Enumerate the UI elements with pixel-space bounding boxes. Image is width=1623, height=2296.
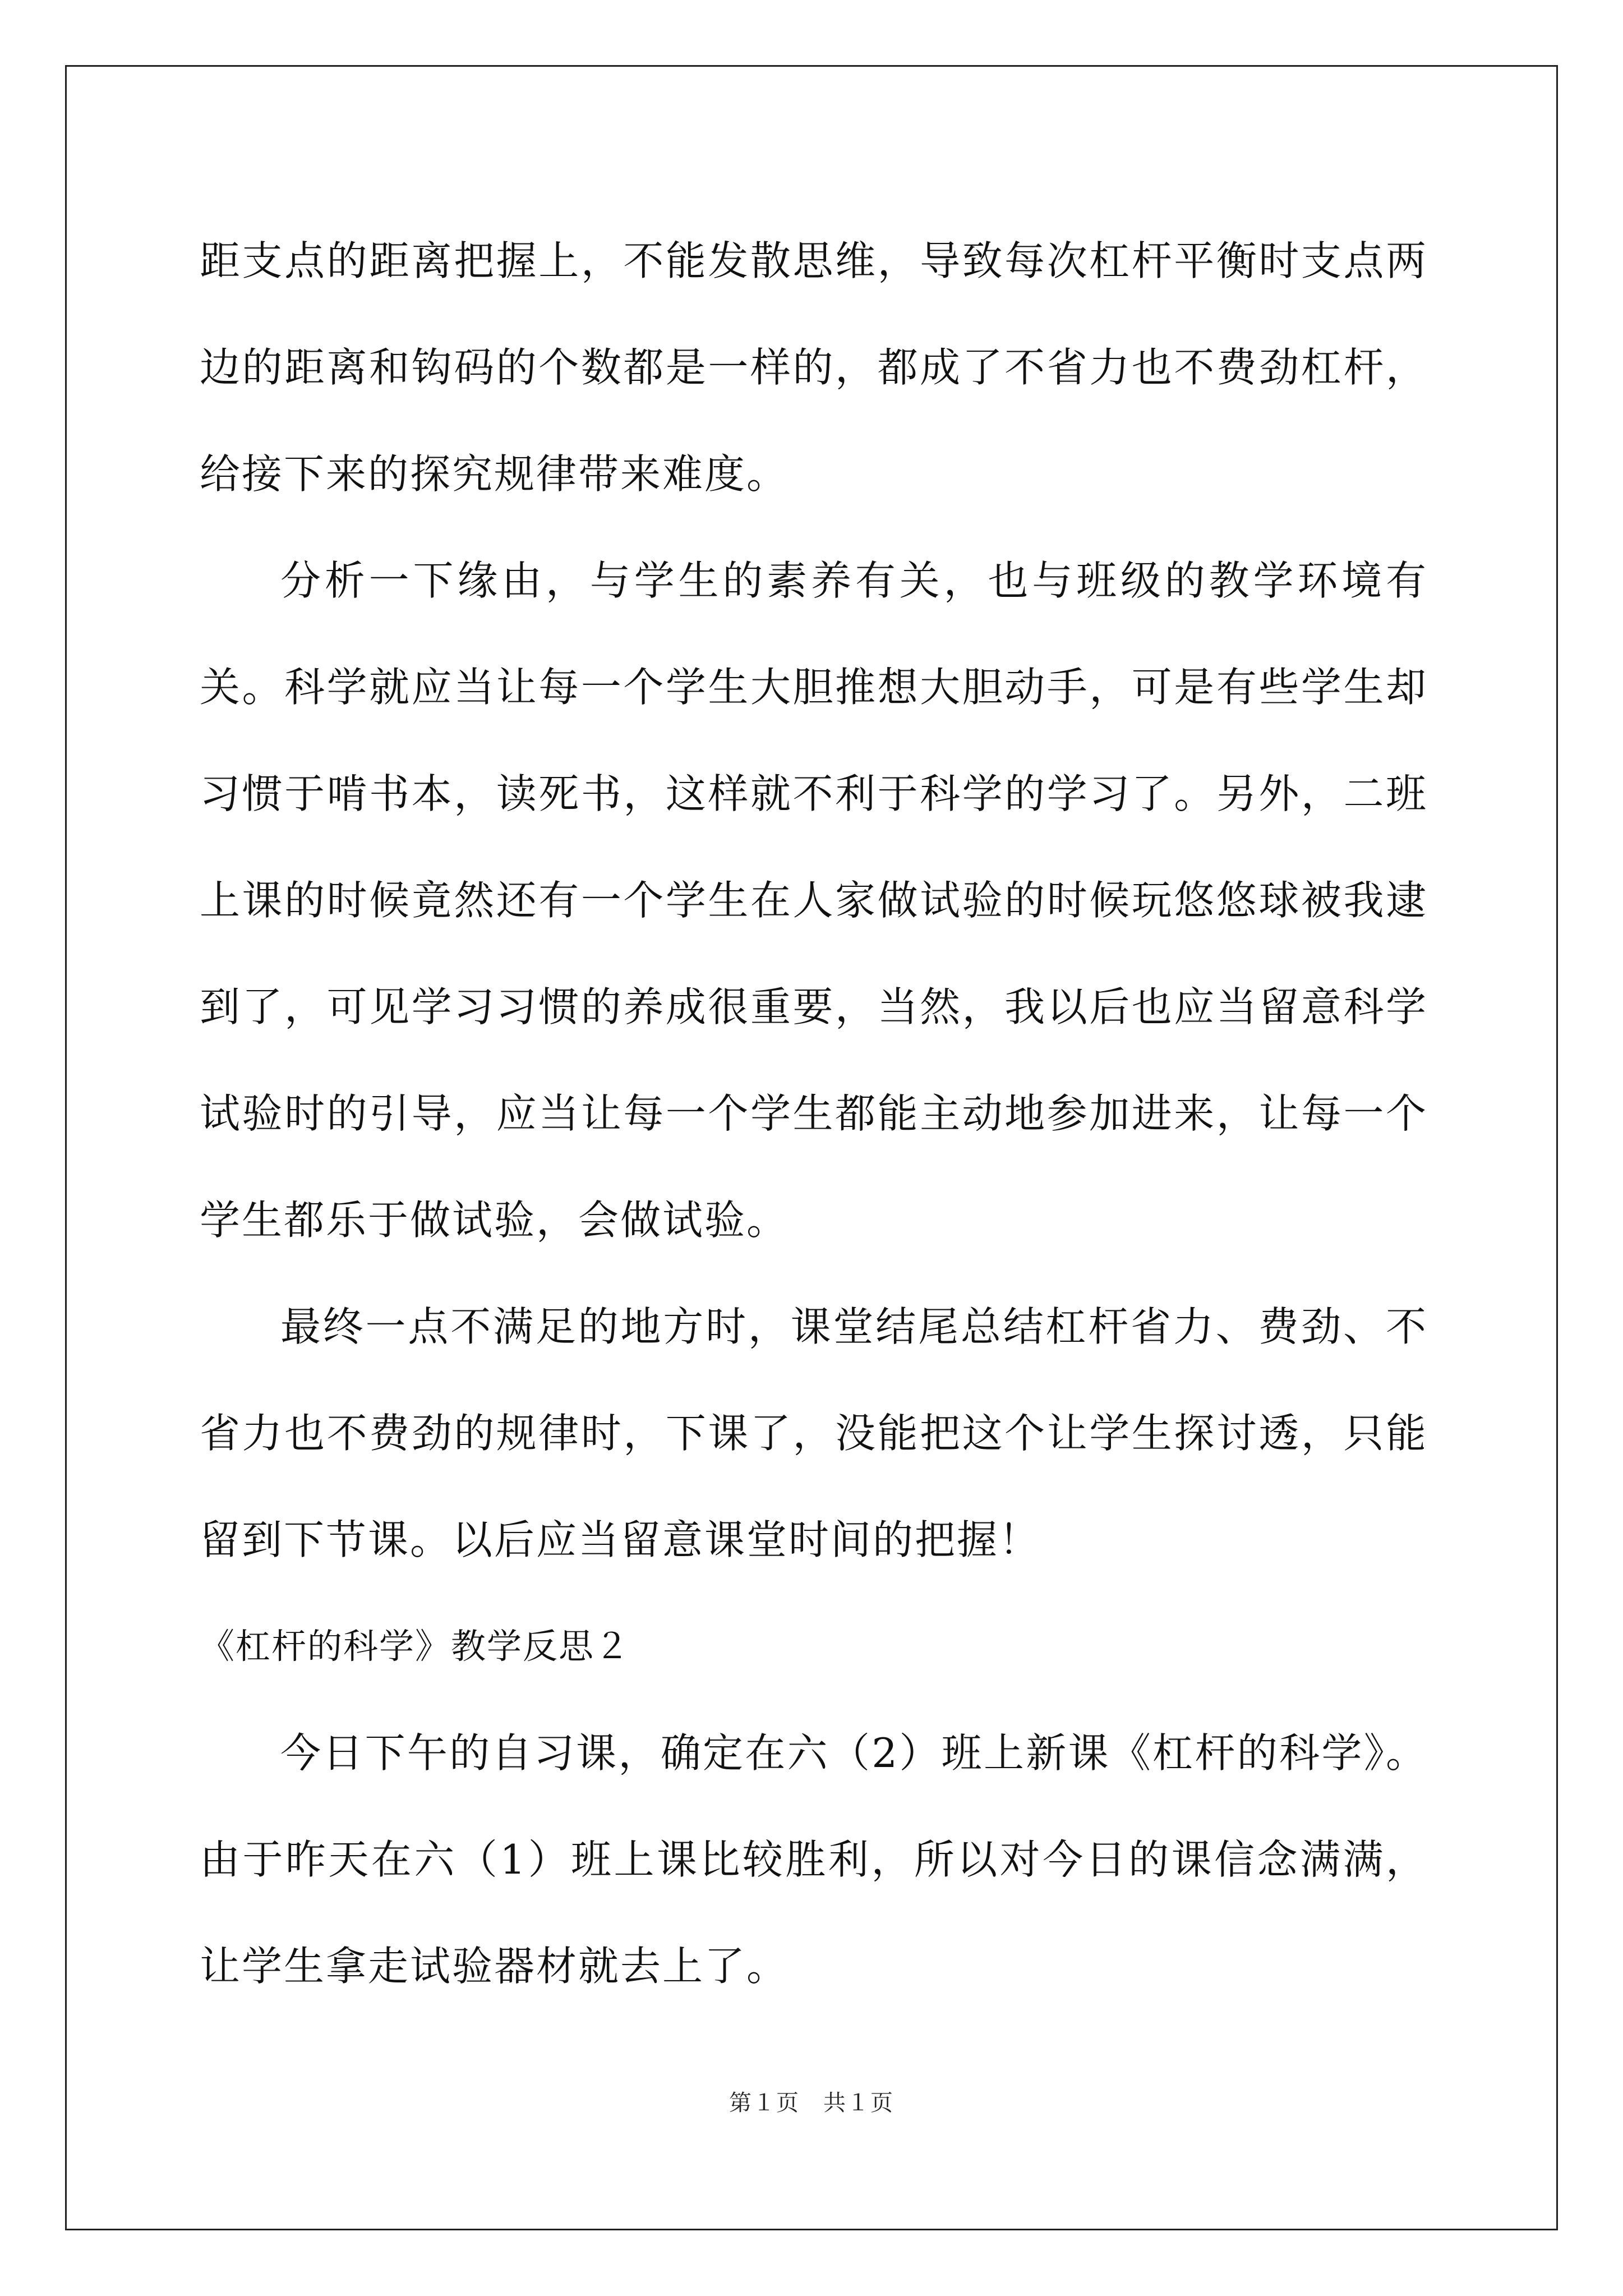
- paragraph-analysis: 分析一下缘由，与学生的素养有关，也与班级的教学环境有关。科学就应当让每一个学生大胆推想大胆动手，可是有些学生却习惯于啃书本，读死书，这样就不利于科学的学习了。另外，二班上课的时候竟然还有一个学生在人家做试验的时候玩悠悠球被我逮到了，可见学习习惯的养成很重要，当然，我以后也应当留意科学试验时的引导，应当让每一个学生都能主动地参加进来，让每一个学生都乐于做试验，会做试验。: [200, 557, 1428, 1244]
- paragraph-continuation: 距支点的距离把握上，不能发散思维，导致每次杠杆平衡时支点两边的距离和钩码的个数都是一样的，都成了不省力也不费劲杠杆，给接下来的探究规律带来难度。: [200, 237, 1428, 498]
- section-heading: 《杠杆的科学》教学反思２: [200, 1626, 631, 1667]
- paragraph-conclusion: 最终一点不满足的地方时，课堂结尾总结杠杆省力、费劲、不省力也不费劲的规律时，下课了，没能把这个让学生探讨透，只能留到下节课。以后应当留意课堂时间的把握！: [200, 1303, 1428, 1563]
- page-number: 第１页 共１页: [729, 2090, 894, 2116]
- paragraph-lesson-intro: 今日下午的自习课，确定在六（2）班上新课《杠杆的科学》。由于昨天在六（1）班上课比较胜利，所以对今日的课信念满满，让学生拿走试验器材就去上了。: [200, 1729, 1428, 1990]
- document-body: [200, 208, 1428, 2019]
